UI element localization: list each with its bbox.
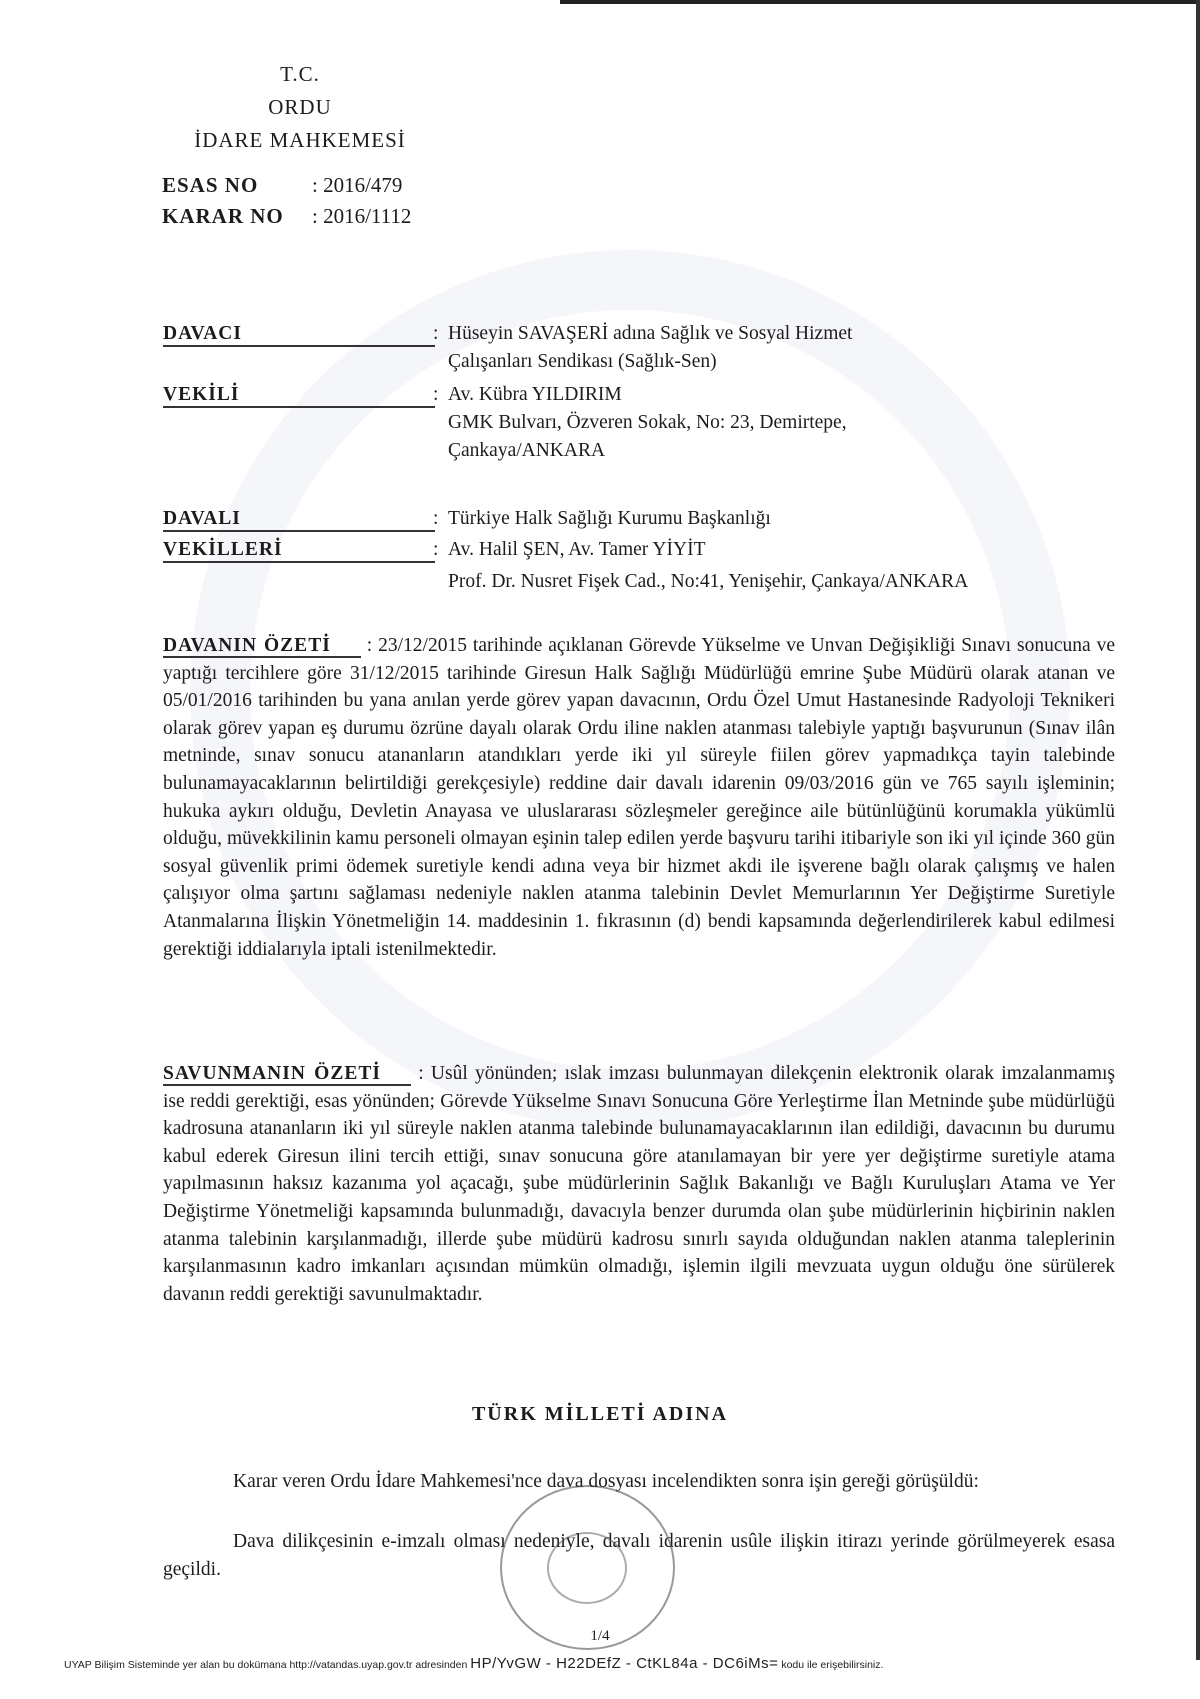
defense-summary <box>163 1060 1115 1308</box>
footer-verification-code: HP/YvGW - H22DEfZ - CtKL84a - DC6iMs= <box>470 1655 779 1672</box>
court-header <box>170 58 430 157</box>
davali-label: DAVALI <box>163 505 435 532</box>
defense-summary-text: : Usûl yönünden; ıslak imzası bulunmayan dilekçenin elektronik olarak imzalanmamış ise reddi gerektiği, esas yönünden; Görevde Yükselme Sınavı Sonucuna Göre Yerleştirme İlan Metninde şube müdürlüğü kadrosuna atananların iki yıl süreyle naklen atanma talebinde bulunamayacaklarının ilan edildiği, davacının bu durumu kabul ederek Giresun ilini tercih ettiği, sınav sonucuna göre atanılamayan bir yere yer değiştirme suretiyle atama yapılmasının haksız kazanıma yol açacağı, şube müdürlerinin Sağlık Bakanlığı ve Bağlı Kuruluşları Atama ve Yer Değiştirme Yönetmeliği kapsamında bulunmadığı, davacıyla benzer durumda olan şube müdürlerinin hiçbirinin naklen atanma talebinin karşılanmadığı, illerde şube müdürü kadrosu sınırlı sayıda olduğundan naklen atanma taleplerinin karşılanmasının kadro imkanları açısından mümkün olmadığı, işlemin ilgili mevzuata uygun olduğu öne sürülerek davanın reddi gerektiği savunulmaktadır. <box>163 1063 1116 1305</box>
davali-value <box>448 505 1128 533</box>
court-line-tc: T.C. <box>280 62 320 86</box>
claim-summary <box>163 632 1115 963</box>
vekilleri-colon: : <box>433 539 439 560</box>
court-line-city: ORDU <box>268 95 332 119</box>
karar-row <box>162 201 411 232</box>
vekilleri-value <box>448 536 1128 596</box>
uyap-footer <box>64 1655 1174 1672</box>
page-number: 1/4 <box>590 1628 610 1644</box>
defense-summary-heading: SAVUNMANIN ÖZETİ <box>163 1063 411 1086</box>
davaci-label: DAVACI <box>163 320 435 347</box>
vekili-line-3: Çankaya/ANKARA <box>448 440 606 461</box>
footer-prefix: UYAP Bilişim Sisteminde yer alan bu dokümana http://vatandas.uyap.gov.tr adresinden <box>64 1659 468 1671</box>
davaci-colon: : <box>433 323 439 344</box>
davali-line-1: Türkiye Halk Sağlığı Kurumu Başkanlığı <box>448 508 771 529</box>
verdict-heading: TÜRK MİLLETİ ADINA <box>471 1403 729 1425</box>
davali-colon: : <box>433 508 439 529</box>
court-stamp-inner <box>547 1532 627 1604</box>
vekili-line-2: GMK Bulvarı, Özveren Sokak, No: 23, Demirtepe, <box>448 412 847 433</box>
paragraph-review: Karar veren Ordu İdare Mahkemesi'nce dava dosyası incelendikten sonra işin gereği görüşüldü: <box>233 1471 979 1492</box>
vekili-colon: : <box>433 384 439 405</box>
vekili-label: VEKİLİ <box>163 381 435 408</box>
vekilleri-line-2: Prof. Dr. Nusret Fişek Cad., No:41, Yenişehir, Çankaya/ANKARA <box>448 571 969 592</box>
vekili-line-1: Av. Kübra YILDIRIM <box>448 384 622 405</box>
esas-label: ESAS NO <box>162 173 259 197</box>
esas-row <box>162 170 411 201</box>
esas-value: : 2016/479 <box>312 173 403 197</box>
vekili-value <box>448 381 1128 465</box>
davaci-value <box>448 320 1128 376</box>
claim-summary-heading: DAVANIN ÖZETİ <box>163 635 361 658</box>
karar-value: : 2016/1112 <box>312 204 412 228</box>
paragraph-merits: Dava dilikçesinin e-imzalı olması nedeniyle, davalı idarenin usûle ilişkin itirazı yerinde görülmeyerek esasa geçildi. <box>163 1531 1115 1580</box>
davaci-line-2: Çalışanları Sendikası (Sağlık-Sen) <box>448 351 717 372</box>
claim-summary-text: : 23/12/2015 tarihinde açıklanan Görevde Yükselme ve Unvan Değişikliği Sınavı sonucuna ve yaptığı tercihlere göre 31/12/2015 tarihinde Giresun Halk Sağlığı Müdürlüğü emrine Şube Müdürü olarak atanan ve 05/01/2016 tarihinden bu yana anılan yerde görev yapan davacının, Ordu Özel Umut Hastanesinde Radyoloji Teknikeri olarak görev yapan eş durumu özrüne dayalı olarak Ordu iline naklen atanması talebiyle yaptığı başvurunun (Sınav ilân metninde, sınav sonucu atananların atandıkları yerde iki yıl süreyle fiilen görev yapmadıkça tayin talebinde bulunamayacaklarının belirtildiği gerekçesiyle) reddine dair davalı idarenin 09/03/2016 gün ve 765 sayılı işleminin; hukuka aykırı olduğu, Devletin Anayasa ve uluslararası sözleşmeler gereğince aile bütünlüğünü korumakla yükümlü olduğu, müvekkilinin kamu personeli olmayan eşinin talep edilen yerde başvuru tarihi itibariyle son iki yıl içinde 360 gün sosyal güvenlik primi ödemek suretiyle kendi adına veya bir hizmet akdi ile işverene bağlı olarak çalışmış ve halen çalışıyor olma şartını sağlaması nedeniyle naklen atanma talebinin Devlet Memurlarının Yer Değiştirme Suretiyle Atanmalarına İlişkin Yönetmeliğin 14. maddesinin 1. fıkrasının (d) bendi kapsamında değerlendirilerek kabul edilmesi gerektiği iddialarıyla iptali istenilmektedir. <box>163 635 1115 960</box>
scan-edge-top <box>560 0 1200 4</box>
court-line-name: İDARE MAHKEMESİ <box>194 128 406 152</box>
footer-suffix: kodu ile erişebilirsiniz. <box>781 1659 884 1671</box>
karar-label: KARAR NO <box>162 204 284 228</box>
vekilleri-line-1: Av. Halil ŞEN, Av. Tamer YİYİT <box>448 539 706 560</box>
davaci-line-1: Hüseyin SAVAŞERİ adına Sağlık ve Sosyal Hizmet <box>448 323 853 344</box>
vekilleri-label: VEKİLLERİ <box>163 536 435 563</box>
court-stamp <box>500 1485 675 1650</box>
case-references <box>162 170 411 232</box>
